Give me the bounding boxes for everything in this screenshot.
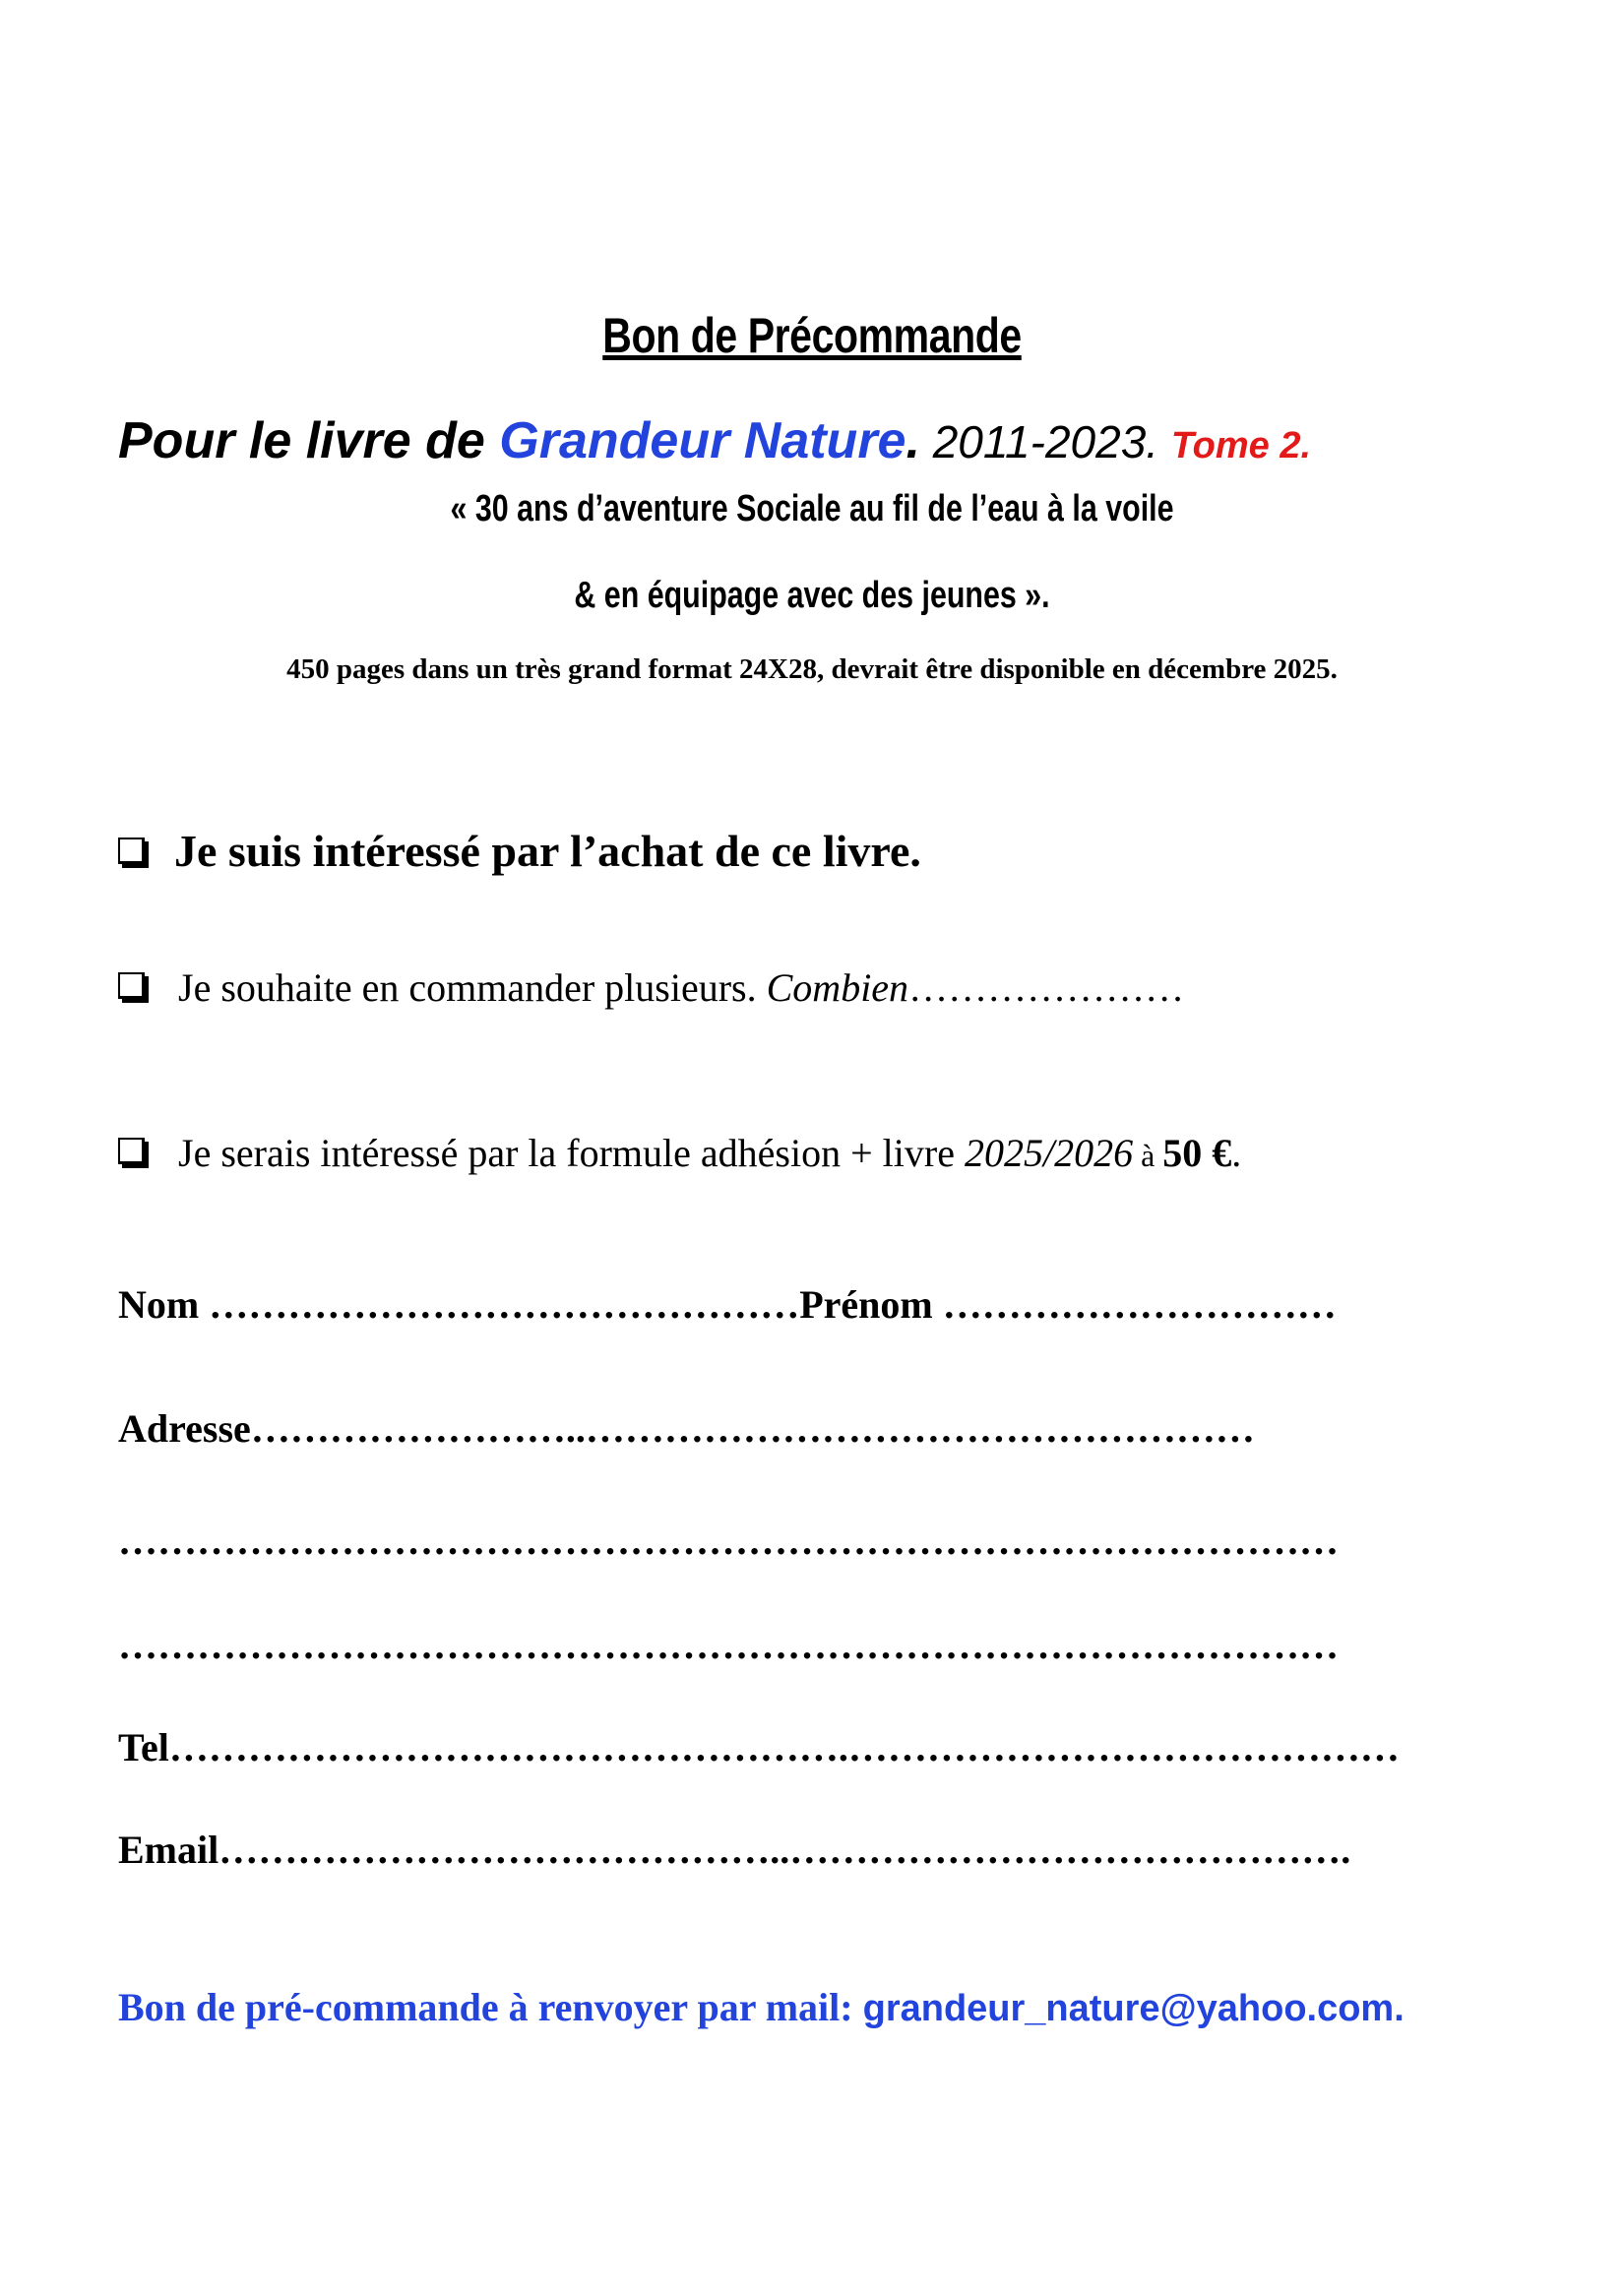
return-text: Bon de pré-commande à renvoyer par mail: [118,1985,863,2029]
name-row [118,1281,1337,1328]
membership-year: 2025/2026 [964,1131,1134,1175]
subtitle-years: 2011-2023. [919,416,1171,467]
option-interested[interactable] [118,825,921,877]
adresse-label: Adresse [118,1406,251,1451]
option-membership-label: Je serais intéressé par la formule adhésion + livre 2025/2026 à 50 €. [178,1131,1242,1175]
tel-label: Tel [118,1725,169,1769]
tagline-line-1: « 30 ans d’aventure Sociale au fil de l’eau à la voile [450,488,1174,529]
tel-field[interactable]: …………………………………………….…………………………………… [168,1725,1400,1769]
checkbox-several[interactable] [118,972,145,999]
book-details: 450 pages dans un très grand format 24X28, devrait être disponible en décembre 2025. [286,653,1338,685]
nom-label: Nom [118,1282,210,1327]
tagline-line-2: & en équipage avec des jeunes ». [574,575,1050,616]
subtitle-lead: Pour le livre de [118,412,500,469]
brand-name: Grandeur Nature [499,412,906,469]
checkbox-interested[interactable] [118,838,145,864]
tome-label: Tome 2. [1170,425,1312,466]
address-line-3[interactable]: ………………………………………………………………………………… [118,1623,1339,1667]
address-row [118,1405,1255,1452]
email-label: Email [118,1828,219,1872]
checkbox-membership[interactable] [118,1138,145,1164]
how-many-label: Combien [766,965,909,1010]
option-interested-label: Je suis intéressé par l’achat de ce livre. [174,826,921,876]
book-subtitle [118,411,1311,470]
subtitle-dot: . [906,412,920,469]
prenom-field[interactable]: ………………………… [942,1282,1337,1327]
how-many-field[interactable]: ………………… [908,965,1185,1010]
return-email-link[interactable]: grandeur_nature@yahoo.com. [862,1988,1405,2029]
option-several[interactable] [118,964,1184,1011]
email-row [118,1827,1350,1873]
option-several-label: Je souhaite en commander plusieurs. Combien………………… [178,965,1185,1010]
option-membership[interactable] [118,1130,1241,1176]
nom-field[interactable]: ……………………………………… [209,1282,800,1327]
email-field[interactable]: ……………………………………..……………………………………. [219,1828,1351,1872]
tel-row [118,1724,1400,1770]
page-title: Bon de Précommande [602,308,1022,363]
return-instructions [118,1984,1405,2030]
adresse-field[interactable]: ……………………..…………………………………………… [250,1406,1255,1451]
prenom-label: Prénom [799,1282,943,1327]
address-line-2[interactable]: ………………………………………………………………………………… [118,1519,1339,1563]
membership-price: 50 € [1162,1131,1232,1175]
